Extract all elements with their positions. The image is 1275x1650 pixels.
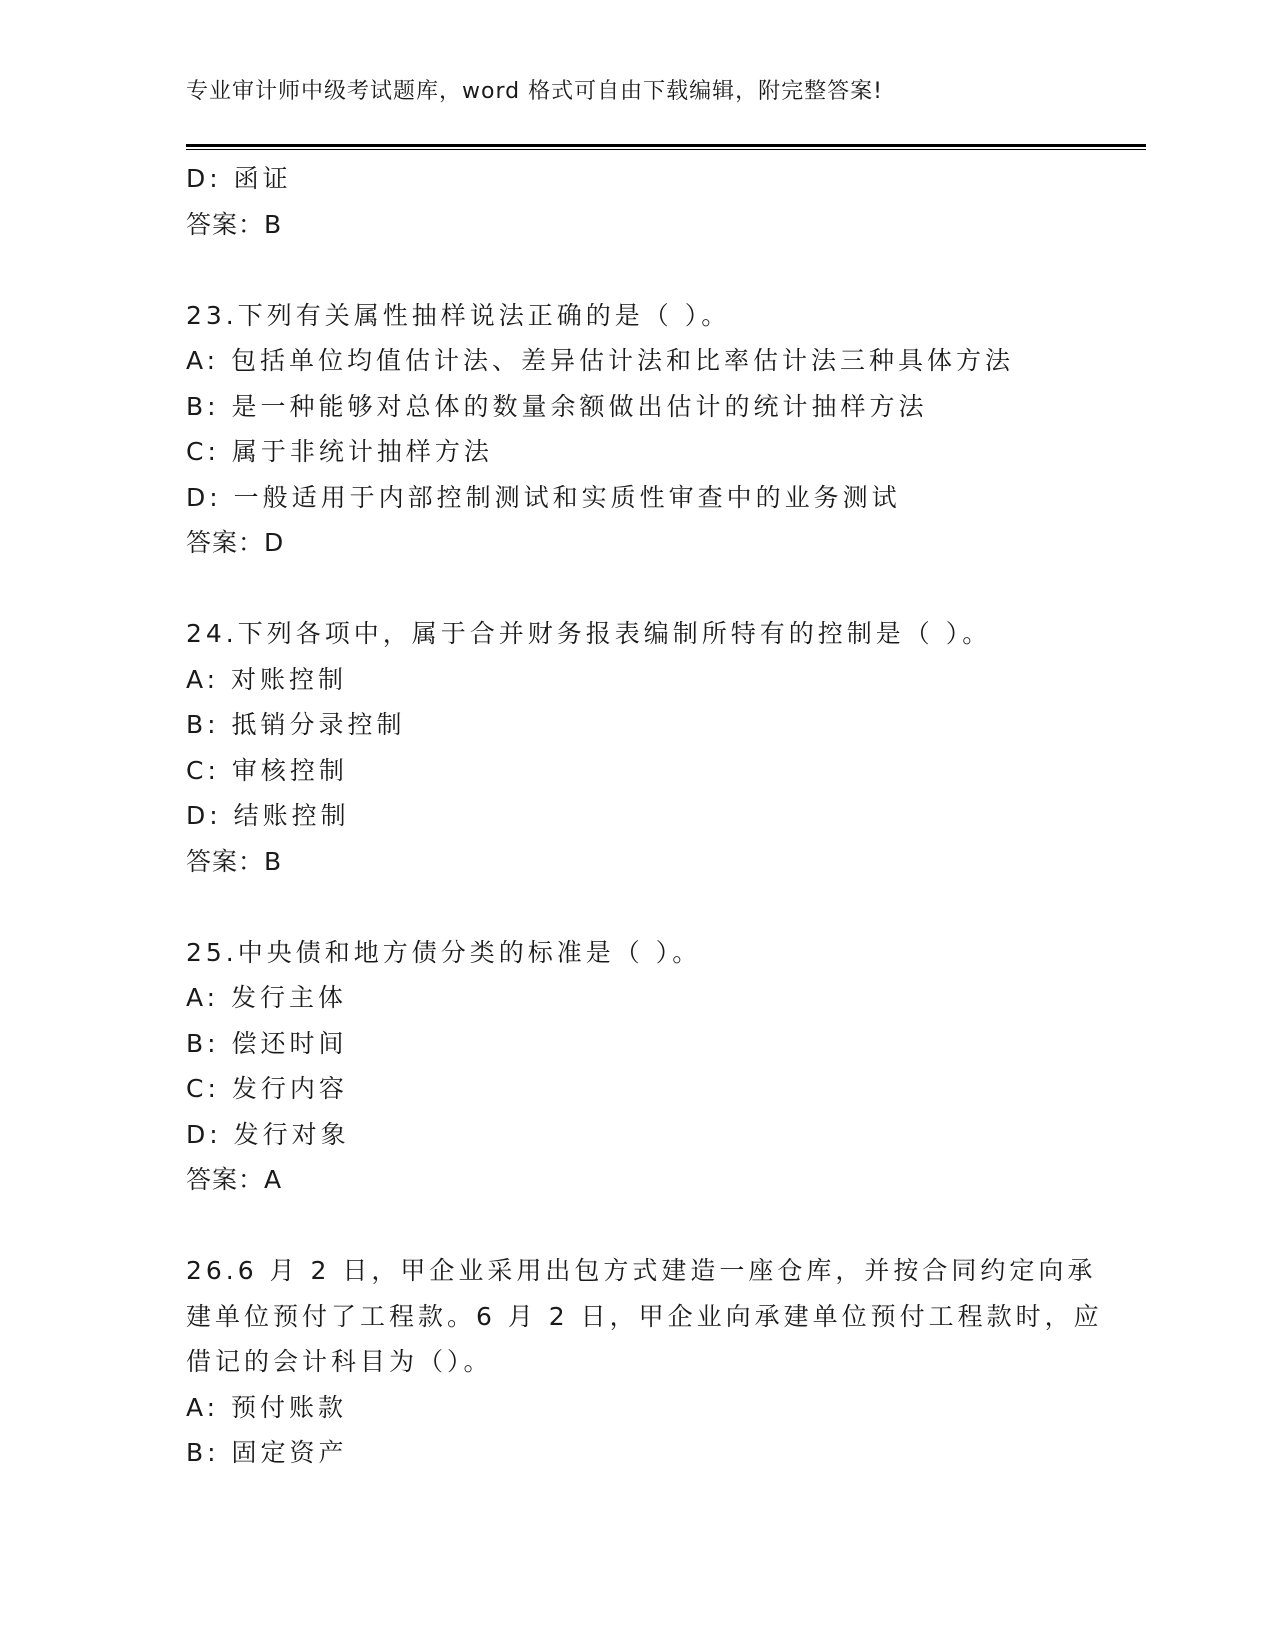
question-23-option-c: C: 属于非统计抽样方法 [186, 437, 493, 466]
question-23-answer: 答案：D [186, 528, 285, 557]
question-26-stem-line-3: 借记的会计科目为（）。 [186, 1347, 493, 1376]
question-25-stem: 25.中央债和地方债分类的标准是（ ）。 [186, 937, 702, 967]
question-26-option-b: B: 固定资产 [186, 1438, 348, 1467]
question-25-option-c: C: 发行内容 [186, 1074, 348, 1103]
question-24-option-b: B: 抵销分录控制 [186, 710, 406, 739]
question-25-option-d: D: 发行对象 [186, 1119, 350, 1149]
question-24-option-d: D: 结账控制 [186, 801, 350, 830]
question-23-option-b: B: 是一种能够对总体的数量余额做出估计的统计抽样方法 [186, 391, 928, 421]
question-list [186, 156, 1146, 1476]
question-24-stem: 24.下列各项中，属于合并财务报表编制所特有的控制是（ ）。 [186, 619, 992, 648]
question-26 [186, 1248, 1146, 1476]
header-rule-thick [186, 144, 1146, 147]
question-25-option-a: A: 发行主体 [186, 983, 348, 1012]
question-24-answer: 答案：B [186, 846, 283, 876]
question-26-option-a: A: 预付账款 [186, 1392, 348, 1422]
question-23-stem: 23.下列有关属性抽样说法正确的是（ ）。 [186, 300, 731, 330]
question-25 [186, 930, 1146, 1203]
question-26-stem-line-1: 26.6 月 2 日，甲企业采用出包方式建造一座仓库，并按合同约定向承 [186, 1256, 1097, 1285]
prev-answer: 答案：B [186, 209, 283, 239]
question-25-answer: 答案：A [186, 1165, 283, 1194]
spacer [186, 247, 1146, 293]
spacer [186, 884, 1146, 930]
question-24 [186, 611, 1146, 884]
question-23-option-d: D: 一般适用于内部控制测试和实质性审查中的业务测试 [186, 482, 901, 512]
question-26-stem-line-2: 建单位预付了工程款。6 月 2 日，甲企业向承建单位预付工程款时，应 [186, 1301, 1103, 1331]
prev-option-d: D: 函证 [186, 164, 292, 193]
question-25-option-b: B: 偿还时间 [186, 1028, 348, 1058]
page-header: 专业审计师中级考试题库，word 格式可自由下载编辑，附完整答案! [186, 79, 883, 104]
question-24-option-a: A: 对账控制 [186, 664, 348, 694]
spacer [186, 1203, 1146, 1249]
spacer [186, 566, 1146, 612]
question-23-option-a: A: 包括单位均值估计法、差异估计法和比率估计法三种具体方法 [186, 346, 1015, 375]
header-rule-thin [186, 149, 1146, 150]
question-23 [186, 293, 1146, 566]
question-24-option-c: C: 审核控制 [186, 755, 348, 785]
